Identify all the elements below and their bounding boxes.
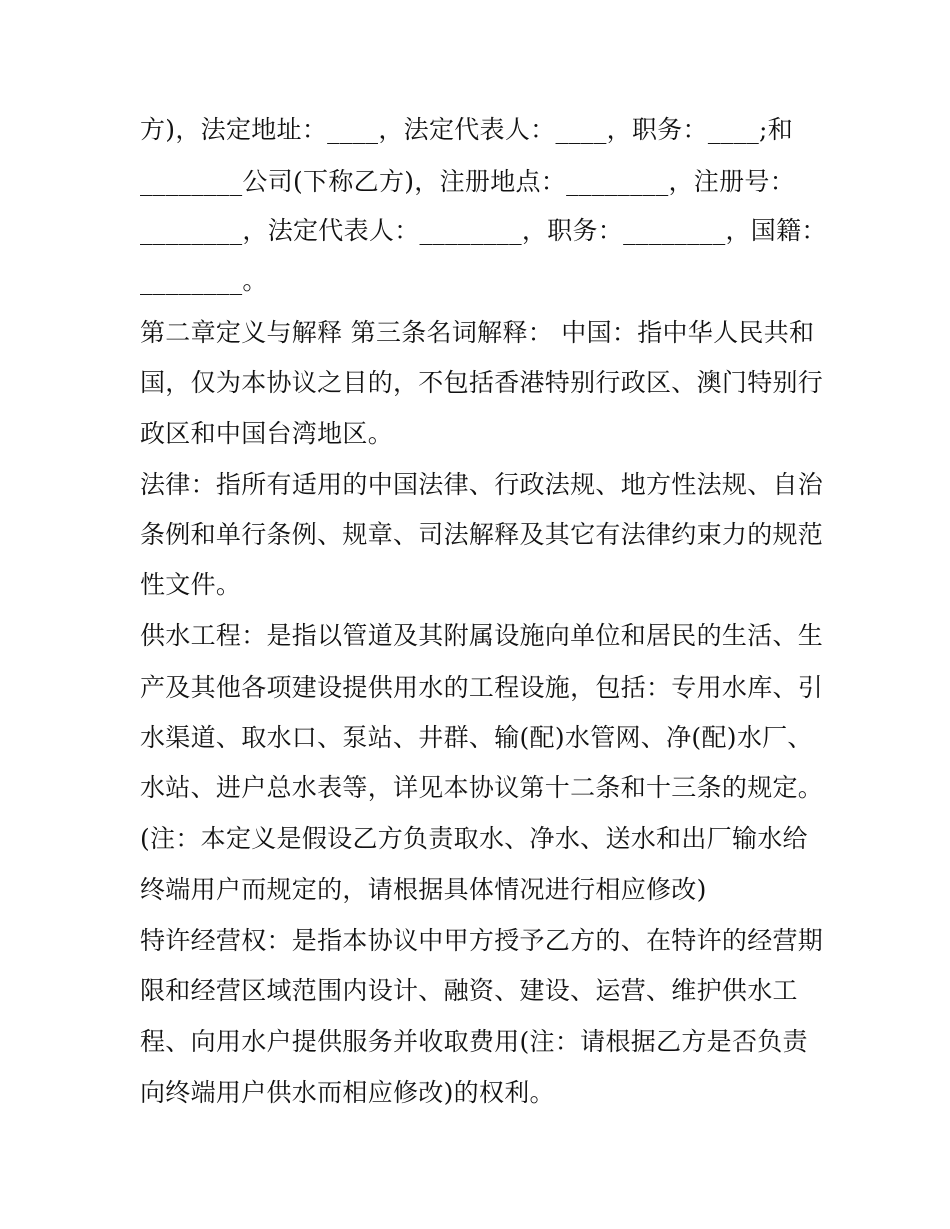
- text-line: (注：本定义是假设乙方负责取水、净水、送水和出厂输水给: [140, 824, 808, 853]
- text-line: 水渠道、取水口、泵站、井群、输(配)水管网、净(配)水厂、: [140, 723, 813, 752]
- text-line: ________。: [140, 266, 268, 295]
- text-line: 第二章定义与解释 第三条名词解释： 中国：指中华人民共和: [140, 318, 815, 347]
- text-line: 性文件。: [140, 570, 242, 599]
- text-line: 水站、进户总水表等，详见本协议第十二条和十三条的规定。: [140, 773, 824, 802]
- text-line: 方)，法定地址：____，法定代表人：____，职务：____;和: [140, 115, 794, 144]
- text-line: 政区和中国台湾地区。: [140, 419, 394, 448]
- text-line: 限和经营区域范围内设计、融资、建设、运营、维护供水工: [140, 976, 798, 1005]
- text-line: 法律：指所有适用的中国法律、行政法规、地方性法规、自治: [140, 470, 824, 499]
- text-line: 程、向用水户提供服务并收取费用(注：请根据乙方是否负责: [140, 1027, 808, 1056]
- text-line: 产及其他各项建设提供用水的工程设施，包括：专用水库、引: [140, 673, 824, 702]
- text-line: ________公司(下称乙方)，注册地点：________，注册号：: [140, 167, 796, 196]
- text-line: 条例和单行条例、规章、司法解释及其它有法律约束力的规范: [140, 520, 824, 549]
- text-line: 终端用户而规定的，请根据具体情况进行相应修改): [140, 875, 707, 904]
- text-line: 国，仅为本协议之目的，不包括香港特别行政区、澳门特别行: [140, 368, 824, 397]
- text-line: 供水工程：是指以管道及其附属设施向单位和居民的生活、生: [140, 621, 824, 650]
- text-line: 特许经营权：是指本协议中甲方授予乙方的、在特许的经营期: [140, 926, 824, 955]
- text-line: 向终端用户供水而相应修改)的权利。: [140, 1078, 555, 1107]
- text-line: ________，法定代表人：________，职务：________，国籍：: [140, 216, 827, 245]
